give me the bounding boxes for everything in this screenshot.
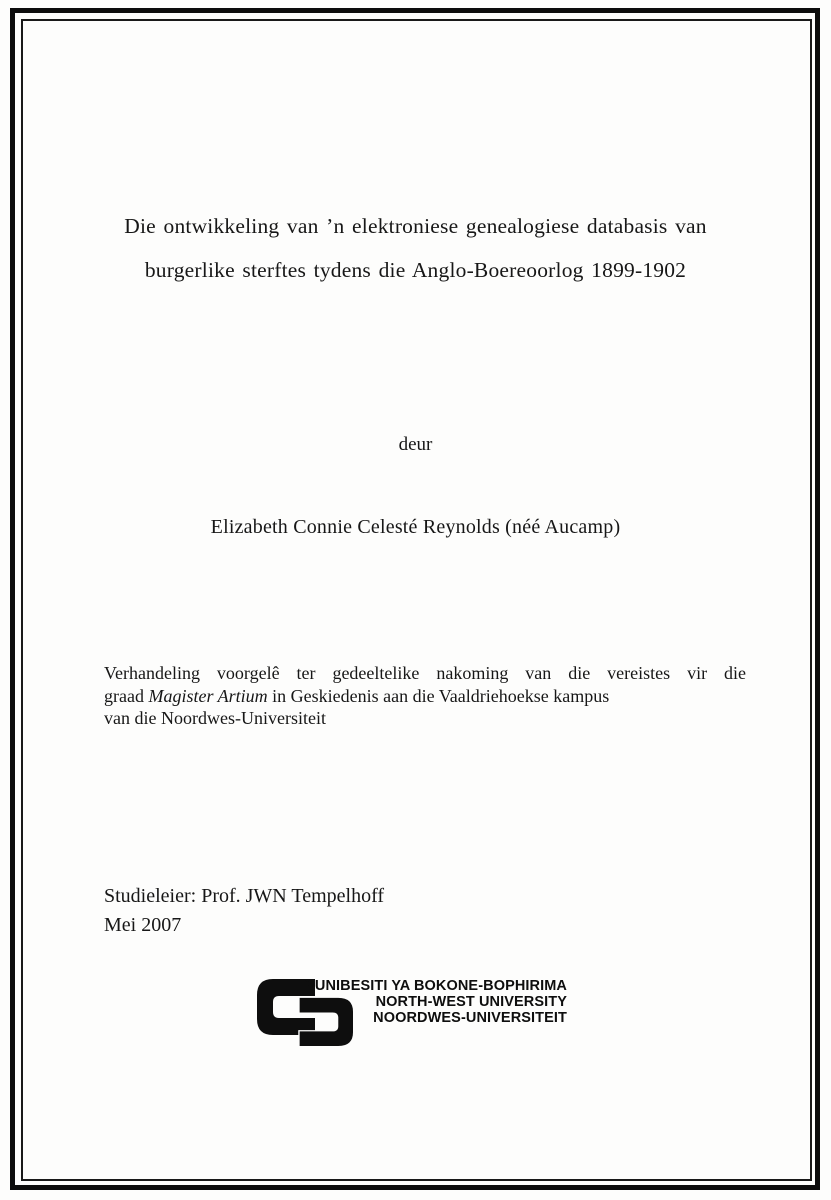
degree-statement-line1: Verhandeling voorgelê ter gedeeltelike nakoming van die vereistes vir die — [104, 663, 746, 683]
thesis-title-line1: Die ontwikkeling van ’n elektroniese genealogiese databasis van — [124, 214, 707, 238]
degree-name-italic: Magister Artium — [148, 685, 268, 706]
nwu-logo-text-line3: NOORDWES-UNIVERSITEIT — [373, 1009, 567, 1026]
degree-statement-line3: van die Noordwes-Universiteit — [104, 708, 326, 728]
thesis-title-line2: burgerlike sterftes tydens die Anglo-Boereoorlog 1899-1902 — [144, 258, 687, 282]
byline: deur — [398, 434, 433, 455]
degree-statement-line2 — [104, 685, 746, 708]
degree-statement-line2-pre: graad — [104, 685, 149, 706]
nwu-logo-text — [305, 979, 567, 1026]
nwu-logo-text-line2: NORTH-WEST UNIVERSITY — [375, 993, 567, 1010]
thesis-title — [50, 204, 781, 292]
nwu-logo — [257, 977, 567, 1053]
supervisor-line: Studieleier: Prof. JWN Tempelhoff — [104, 885, 385, 907]
degree-statement — [104, 662, 746, 730]
author-name: Elizabeth Connie Celesté Reynolds (néé Aucamp) — [210, 516, 621, 538]
nwu-logo-text-line1: YUNIBESITI YA BOKONE-BOPHIRIMA — [305, 978, 567, 994]
date-line: Mei 2007 — [104, 914, 182, 936]
degree-statement-line2-post: in Geskiedenis aan die Vaaldriehoekse kampus — [267, 685, 610, 706]
